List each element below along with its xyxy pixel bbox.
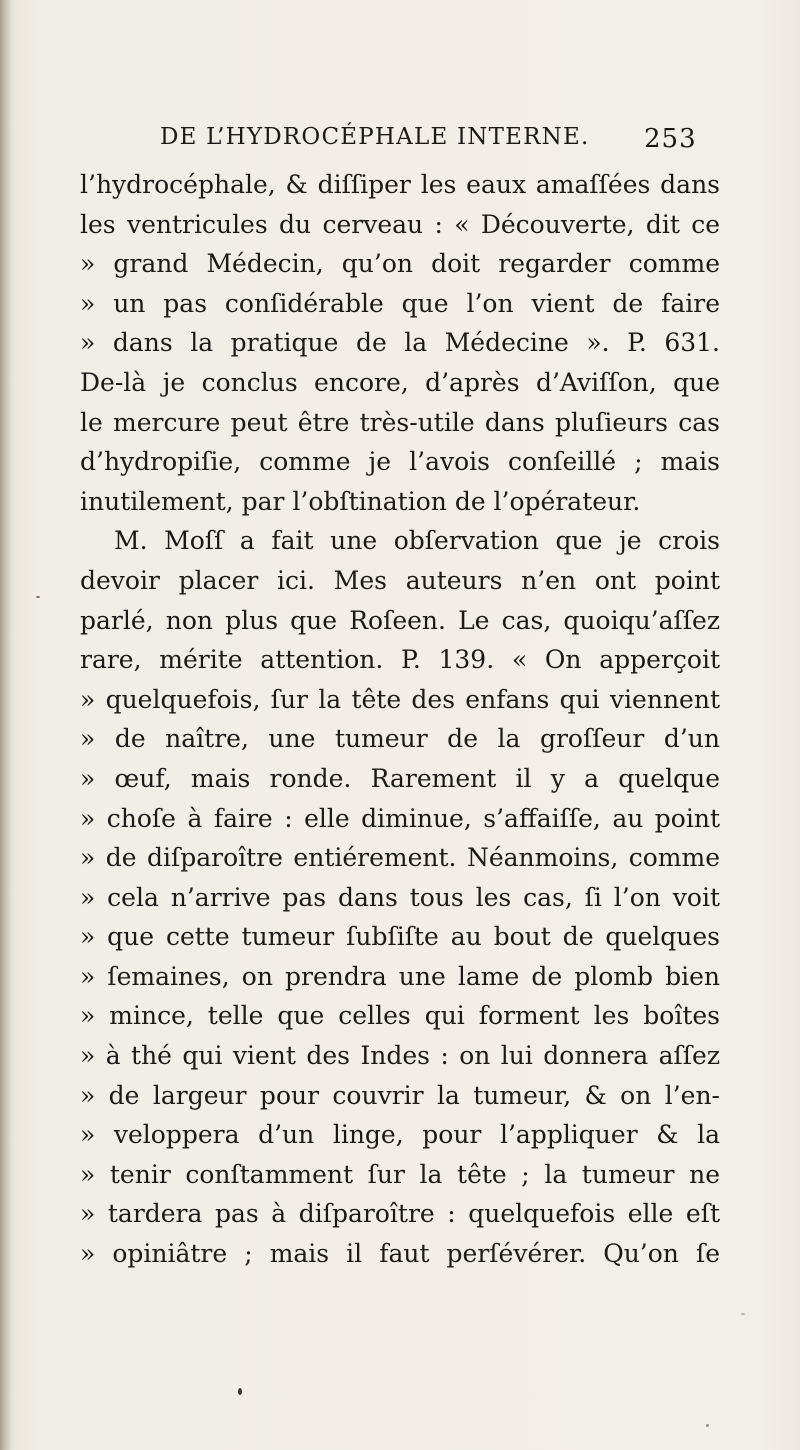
page-number: 253: [644, 124, 697, 154]
page-header: [0, 124, 800, 164]
text-line: » ſemaines, on prendra une lame de plomb bien: [80, 961, 720, 991]
text-line: » œuf, mais ronde. Rarement il y a quelque: [80, 763, 720, 793]
text-line: » veloppera d’un linge, pour l’appliquer & la: [80, 1120, 720, 1150]
text-line: d’hydropiſie, comme je l’avois conſeillé ; mais: [80, 447, 720, 477]
running-head: DE L’HYDROCÉPHALE INTERNE.: [160, 124, 590, 150]
binding-edge: [0, 0, 12, 1450]
text-line: » de diſparoître entiérement. Néanmoins, comme: [80, 843, 720, 873]
text-line: les ventricules du cerveau : « Découverte, dit ce: [80, 209, 720, 239]
text-line: l’hydrocéphale, & diſſiper les eaux amaſſées dans: [80, 170, 720, 199]
text-line: » mince, telle que celles qui forment les boîtes: [80, 1001, 720, 1031]
text-line: parlé, non plus que Roſeen. Le cas, quoiqu’aſſez: [80, 605, 720, 635]
text-line: le mercure peut être très-utile dans pluſieurs cas: [80, 407, 720, 437]
text-line: » quelquefois, ſur la tête des enfans qui viennent: [80, 684, 720, 714]
text-line: » un pas conſidérable que l’on vient de faire: [80, 288, 720, 318]
text-line: » choſe à faire : elle diminue, s’affaiſſe, au point: [80, 803, 720, 833]
text-line: » de naître, une tumeur de la groſſeur d’un: [80, 724, 720, 754]
body-text: [80, 165, 720, 1274]
text-line: » dans la pratique de la Médecine ». P. 631.: [80, 328, 720, 358]
text-line: » grand Médecin, qu’on doit regarder comme: [80, 249, 720, 279]
text-line: inutilement, par l’obſtination de l’opérateur.: [80, 486, 641, 516]
text-line: » opiniâtre ; mais il faut perſévérer. Qu’on ſe: [80, 1239, 720, 1269]
text-line: » de largeur pour couvrir la tumeur, & on l’en-: [80, 1080, 720, 1110]
paper-speck: [741, 1313, 745, 1315]
paper-speck: [36, 596, 40, 598]
text-line: » tardera pas à diſparoître : quelquefois elle eſt: [80, 1199, 720, 1229]
text-line: rare, mérite attention. P. 139. « On apperçoit: [80, 645, 720, 675]
paper-speck: [706, 1424, 709, 1427]
text-line: » à thé qui vient des Indes : on lui donnera aſſez: [80, 1041, 720, 1071]
text-line: M. Moſſ a fait une obſervation que je crois: [114, 526, 720, 556]
paper-speck: [238, 1388, 242, 1395]
text-line: » tenir conſtamment ſur la tête ; la tumeur ne: [80, 1159, 720, 1189]
text-line: » cela n’arrive pas dans tous les cas, ſi l’on voit: [80, 882, 720, 912]
text-line: » que cette tumeur ſubſiſte au bout de quelques: [80, 922, 720, 952]
text-line: De-là je conclus encore, d’après d’Aviſſon, que: [80, 367, 720, 397]
text-line: devoir placer ici. Mes auteurs n’en ont point: [80, 565, 720, 595]
